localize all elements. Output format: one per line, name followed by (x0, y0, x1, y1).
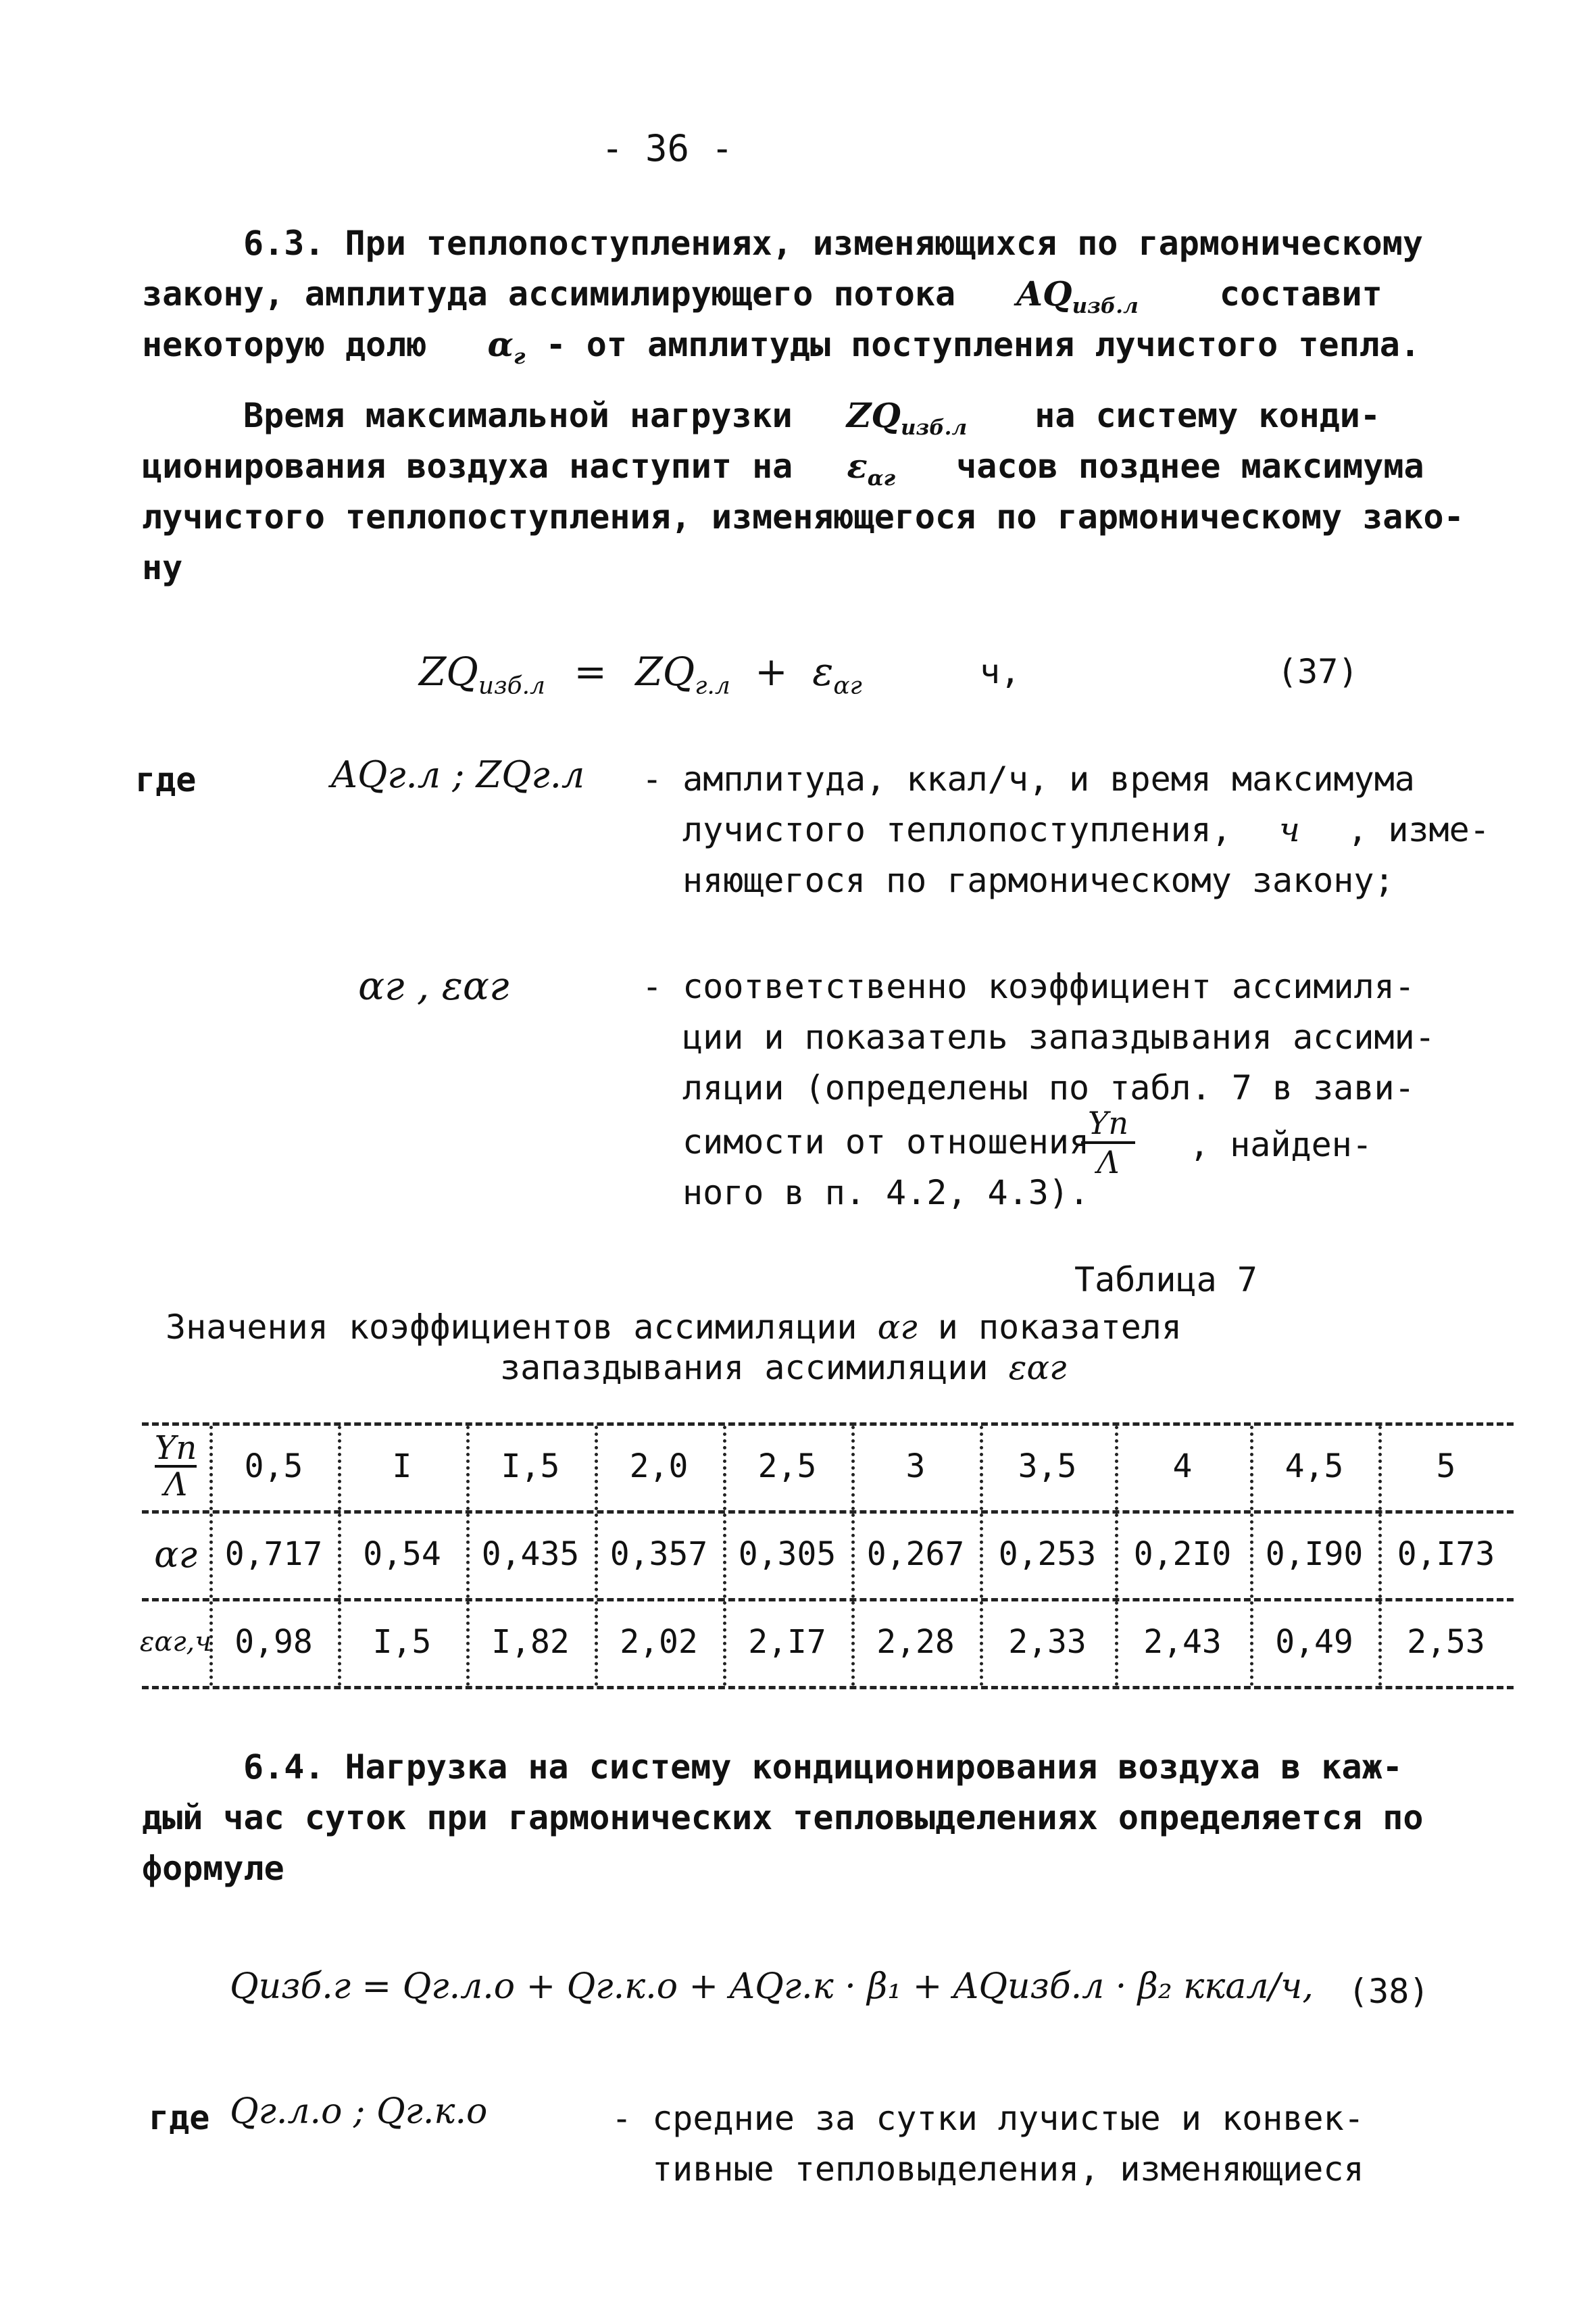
table-col-separator (1250, 1426, 1253, 1686)
symbol-alpha-g-caption: αг (877, 1308, 918, 1347)
table-cell: 2,28 (876, 1623, 955, 1661)
symbol-hour: ч (1278, 810, 1300, 849)
table-cell: 2,I7 (748, 1623, 826, 1661)
where-label-3: где (149, 2098, 210, 2137)
table-cell: 0,717 (224, 1535, 323, 1573)
table-col-separator (1115, 1426, 1118, 1686)
table-col-separator (595, 1426, 598, 1686)
symbol-aq-izbl: $AQ_{изб.л}$ (1016, 274, 1139, 318)
para64-line3: формуле (142, 1849, 284, 1888)
table-head-eps: εαг,ч (139, 1626, 212, 1658)
para63-line2-text: закону, амплитуда ассимилирующего потока (142, 274, 956, 314)
table-row (142, 1514, 1514, 1595)
table-cell: 0,357 (609, 1535, 708, 1573)
table-cell: 0,I90 (1265, 1535, 1364, 1573)
table-col-separator (338, 1426, 341, 1686)
table-cell: 2,43 (1143, 1623, 1222, 1661)
where3-line1: - средние за сутки лучистые и конвек- (612, 2099, 1364, 2138)
equation-37: $ZQ_{изб.л} = ZQ_{г.л} + \varepsilon_{\alpha г}$ (419, 649, 862, 700)
table-row (139, 1601, 1514, 1683)
table-cell: 0,267 (866, 1535, 965, 1573)
table-cell: 0,435 (481, 1535, 580, 1573)
para63-line2 (142, 274, 1382, 318)
para63-line1: 6.3. При теплопоступлениях, изменяющихся по гармоническому (243, 224, 1423, 263)
time-line1 (243, 395, 1381, 440)
equation-38-number: (38) (1348, 1972, 1430, 2011)
table-cell: 3 (905, 1447, 926, 1485)
table-cell: 0,I73 (1397, 1535, 1495, 1573)
table-cell: 0,305 (738, 1535, 837, 1573)
where3-line2: тивные тепловыделения, изменяющиеся (652, 2149, 1364, 2189)
symbol-zq-izbl: $ZQ_{изб.л}$ (846, 395, 968, 440)
time-line2 (142, 446, 1424, 491)
table-cell: I,5 (372, 1623, 432, 1661)
table-head-ratio: Yп Λ (154, 1428, 197, 1503)
symbol-eps-alpha-g: $\varepsilon_{\alpha г}$ (847, 446, 896, 491)
para63-line2-end: составит (1219, 274, 1382, 314)
time-line1-text: Время максимальной нагрузки (243, 396, 793, 435)
symbol-alpha-g: $\alpha_г$ (487, 324, 526, 369)
where1-line3: няющегося по гармоническому закону; (682, 861, 1395, 900)
table-cell: 5 (1436, 1447, 1456, 1485)
time-line2-text: ционирования воздуха наступит на (142, 447, 793, 486)
where2-line4: симости от отношения (682, 1122, 1090, 1162)
table-col-separator (209, 1426, 213, 1686)
para63-line3-text: некоторую долю (142, 325, 427, 364)
where2-line4-end: , найден- (1189, 1125, 1372, 1164)
where2-symbols: αг , εαг (358, 963, 509, 1009)
table-col-separator (466, 1426, 470, 1686)
table-head-alpha: αг (154, 1533, 197, 1576)
table-col-separator (723, 1426, 726, 1686)
table-cell: 2,53 (1407, 1623, 1485, 1661)
where1-line2: лучистого теплопоступления, ч , изме- (682, 810, 1490, 849)
equation-37-unit: ч, (980, 652, 1021, 691)
where2-line5: ного в п. 4.2, 4.3). (682, 1173, 1090, 1212)
where2-line1: - соответственно коэффициент ассимиля- (642, 967, 1415, 1006)
table7-caption-line1: Значения коэффициентов ассимиляции αг и показателя (166, 1308, 1182, 1347)
table-cell: 4 (1172, 1447, 1193, 1485)
table-cell: 0,5 (244, 1447, 303, 1485)
table-cell: 2,0 (629, 1447, 689, 1485)
para63-line3-end: - от амплитуды поступления лучистого тепла. (545, 325, 1420, 364)
page-number: - 36 - (601, 127, 734, 170)
ratio-yp-lambda: Yп Λ (1081, 1105, 1135, 1180)
symbol-eps-alpha-g-caption: εαг (1008, 1348, 1067, 1387)
where3-symbols: Qг.л.о ; Qг.к.о (230, 2091, 488, 2132)
table-cell: 2,5 (757, 1447, 817, 1485)
table-col-separator (980, 1426, 983, 1686)
table-row (142, 1426, 1514, 1507)
where1-line1: - амплитуда, ккал/ч, и время максимума (642, 760, 1415, 799)
time-line2-end: часов позднее максимума (956, 447, 1424, 486)
equation-38: Qизб.г = Qг.л.о + Qг.к.о + AQг.к · β₁ + AQизб.л · β₂ ккал/ч, (230, 1966, 1314, 2007)
table-cell: I,5 (501, 1447, 560, 1485)
where2-line2: ции и показатель запаздывания ассими- (682, 1018, 1435, 1057)
where2-line3: ляции (определены по табл. 7 в зави- (682, 1068, 1415, 1107)
table-cell: 0,54 (363, 1535, 441, 1573)
table-cell: 0,49 (1275, 1623, 1353, 1661)
table7-label: Таблица 7 (1074, 1260, 1257, 1299)
table-cell: 0,253 (998, 1535, 1097, 1573)
where1-symbols: AQг.л ; ZQг.л (331, 753, 585, 796)
table-cell: 2,33 (1008, 1623, 1087, 1661)
equation-37-number: (37) (1277, 652, 1359, 691)
table-cell: I (392, 1447, 412, 1485)
time-line4: ну (142, 548, 183, 587)
table-cell: 0,2I0 (1133, 1535, 1232, 1573)
table-cell: 0,98 (234, 1623, 313, 1661)
table-cell: 3,5 (1018, 1447, 1077, 1485)
table-cell: 4,5 (1285, 1447, 1344, 1485)
para64-line2: дый час суток при гармонических тепловыделениях определяется по (142, 1798, 1424, 1837)
time-line1-end: на систему конди- (1034, 396, 1381, 435)
para63-line3 (142, 324, 1420, 369)
time-line3: лучистого теплопоступления, изменяющегося по гармоническому зако- (142, 497, 1464, 537)
table-col-separator (1378, 1426, 1382, 1686)
table-rule (142, 1686, 1514, 1689)
table-col-separator (851, 1426, 855, 1686)
where-label-1: где (135, 760, 197, 799)
table7-caption-line2: запаздывания ассимиляции εαг (500, 1348, 1067, 1387)
table-cell: 2,02 (620, 1623, 698, 1661)
table-cell: I,82 (491, 1623, 570, 1661)
para64-line1: 6.4. Нагрузка на систему кондиционирования воздуха в каж- (243, 1747, 1403, 1787)
